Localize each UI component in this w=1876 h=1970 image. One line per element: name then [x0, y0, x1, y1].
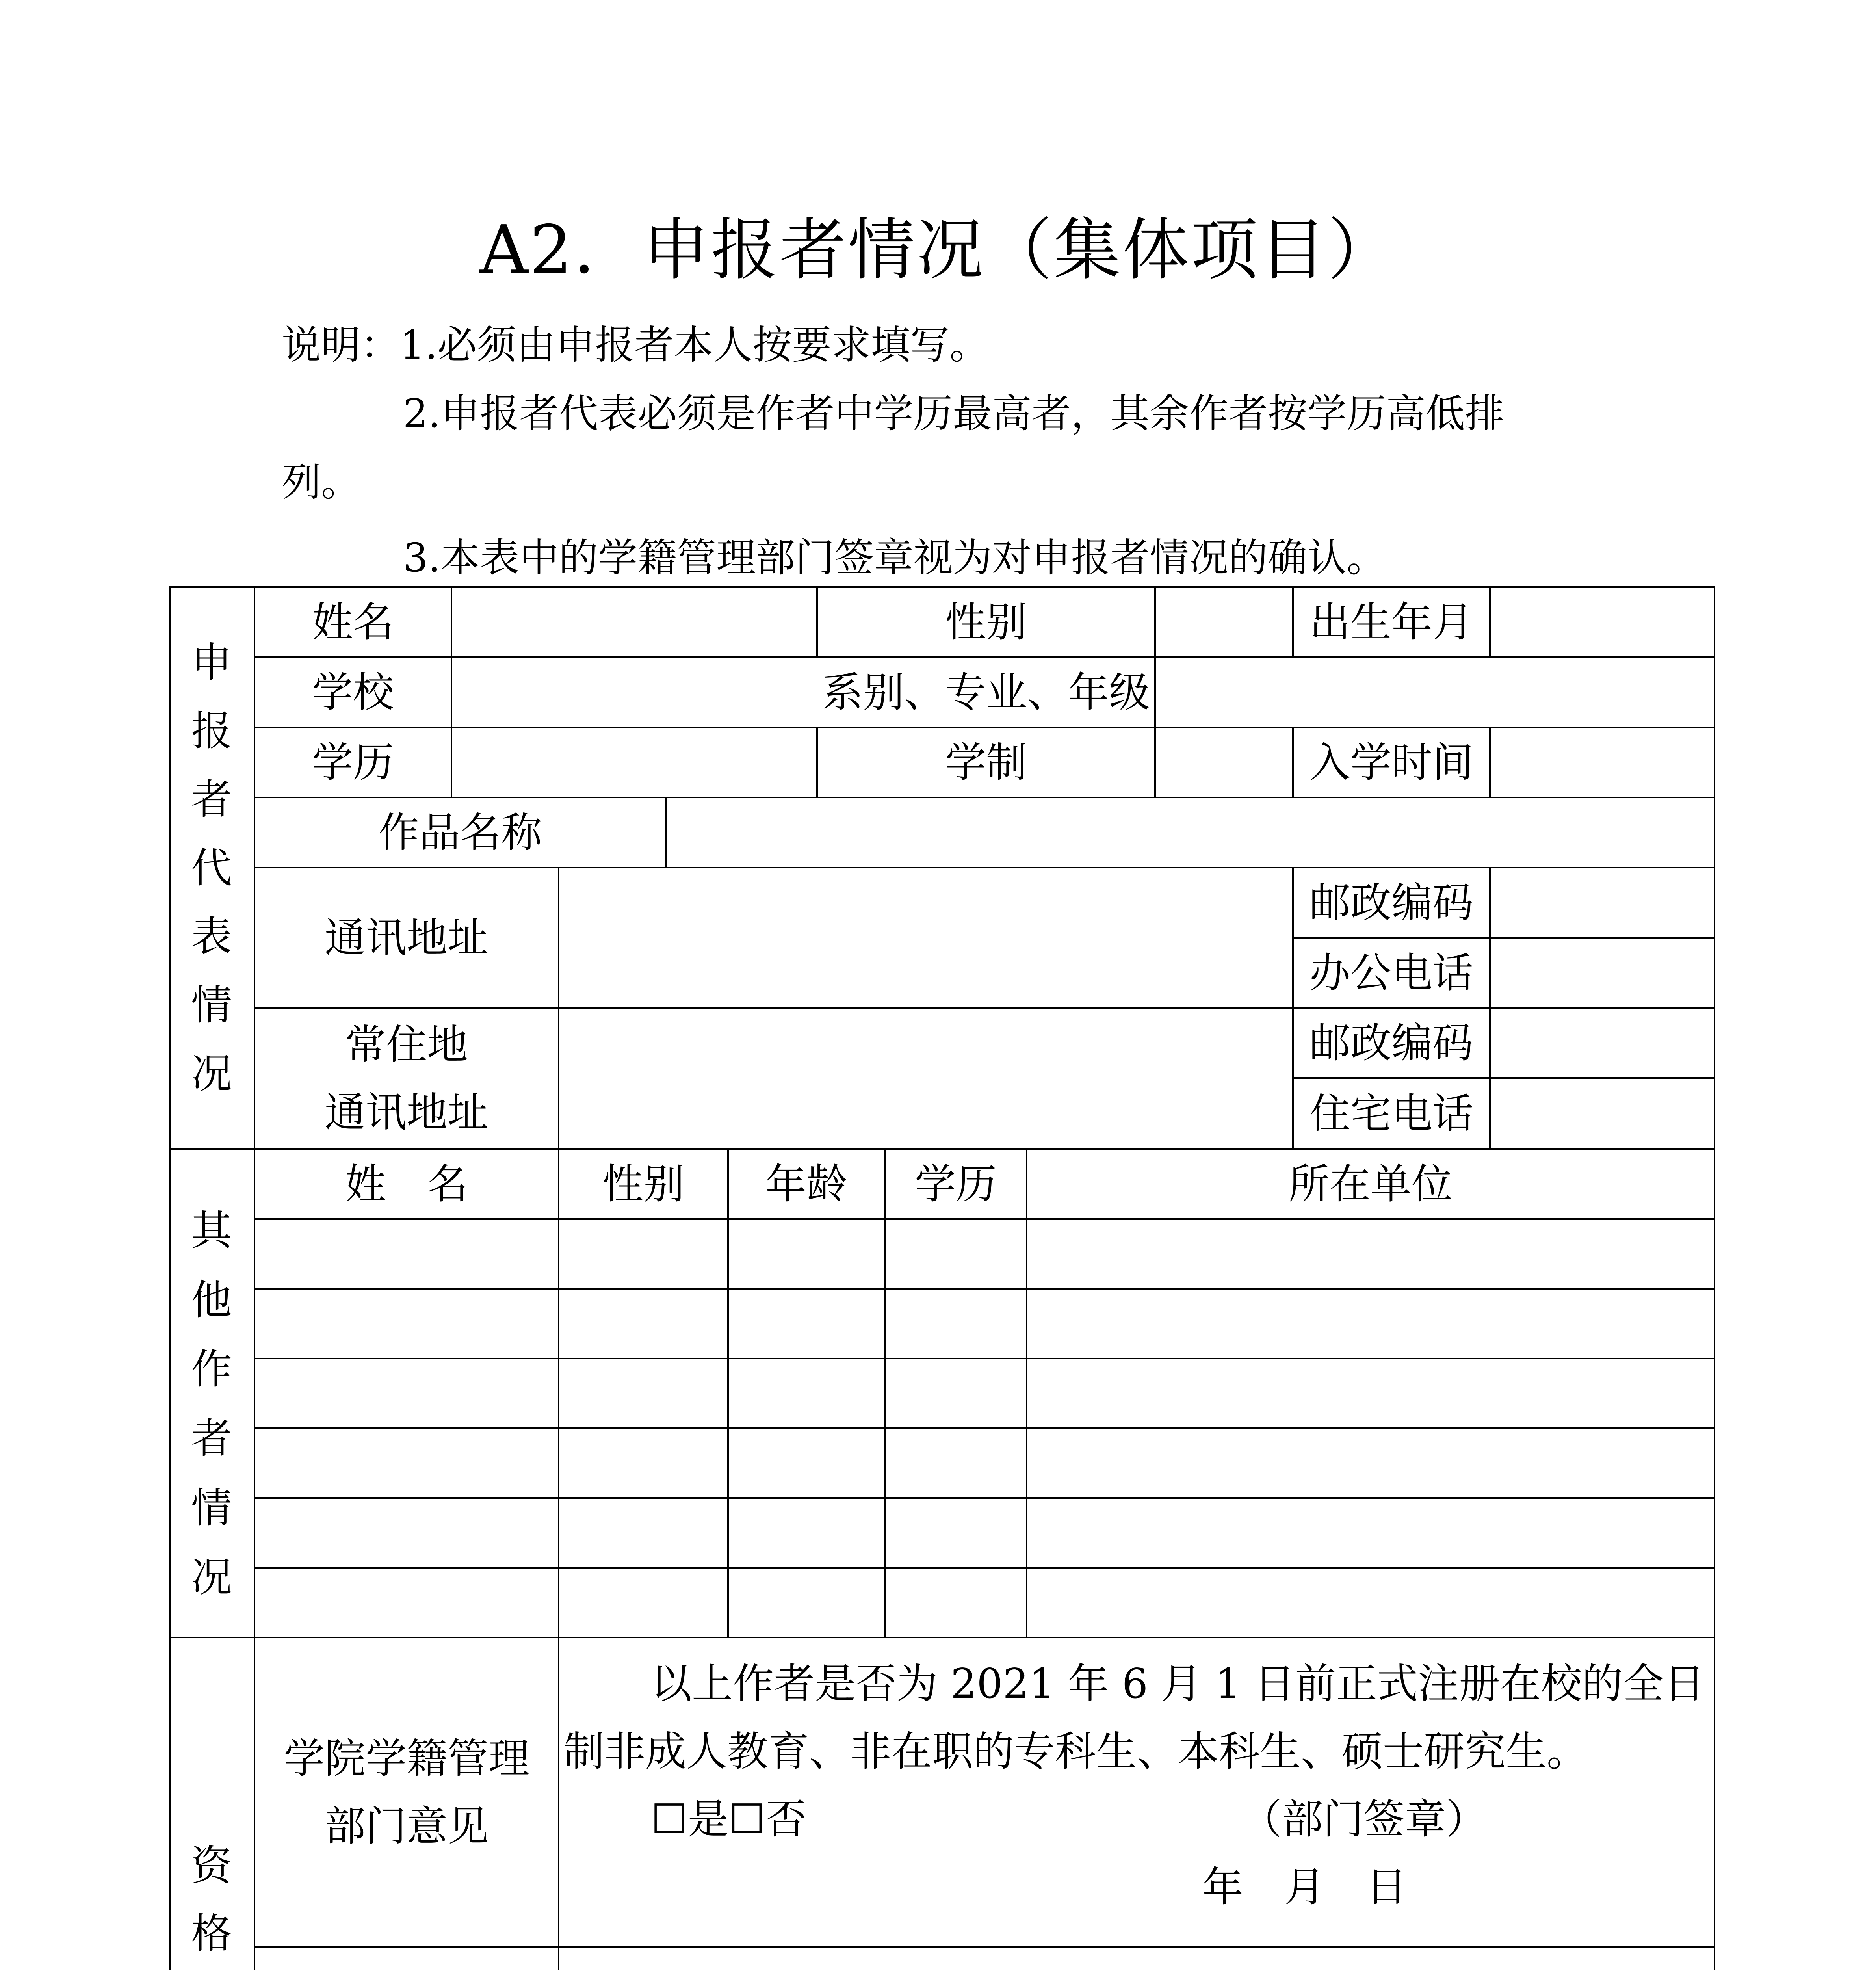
col-header-education: 学历 [914, 1160, 997, 1208]
college-yes-no-checkbox[interactable]: ☐是☐否 [651, 1795, 806, 1843]
department-field[interactable] [1156, 658, 1714, 727]
postcode-field[interactable] [1491, 868, 1714, 937]
permanent-address-field[interactable] [559, 1009, 1292, 1148]
home-phone-label: 住宅电话 [1309, 1089, 1473, 1137]
office-phone-field[interactable] [1491, 939, 1714, 1007]
col-header-name: 姓 名 [345, 1160, 468, 1208]
mailing-address-field[interactable] [559, 868, 1292, 1007]
table-row[interactable] [255, 1359, 1714, 1427]
table-row[interactable] [255, 1499, 1714, 1567]
table-row[interactable] [255, 1429, 1714, 1497]
education-field[interactable] [452, 728, 816, 797]
col-header-affiliation: 所在单位 [1288, 1160, 1453, 1208]
school-label: 学校 [312, 668, 394, 716]
education-label: 学历 [312, 738, 394, 786]
instruction-2: 2.申报者代表必须是作者中学历最高者，其余作者按学历高低排 [403, 390, 1505, 437]
birth-label: 出生年月 [1309, 598, 1473, 646]
name-field[interactable] [452, 588, 816, 656]
table-row[interactable] [255, 1290, 1714, 1358]
college-registry-label: 学院学籍管理 部门意见 [283, 1734, 529, 1850]
page-title: A2．申报者情况（集体项目） [479, 211, 1397, 289]
department-label: 系别、专业、年级 [822, 668, 1150, 716]
application-form [169, 586, 1715, 1970]
qualification-section-heading: 资 格 [191, 1842, 232, 1957]
school-field[interactable] [452, 658, 816, 727]
name-label: 姓名 [312, 598, 394, 646]
table-row[interactable] [255, 1569, 1714, 1637]
gender-label: 性别 [945, 598, 1027, 646]
postcode-field-2[interactable] [1491, 1009, 1714, 1077]
birth-field[interactable] [1491, 588, 1714, 656]
enrollment-date-field[interactable] [1491, 728, 1714, 797]
postcode-label: 邮政编码 [1309, 879, 1473, 927]
advisor-opinion-label [255, 1948, 558, 1970]
college-question-line-1: 以上作者是否为 2021 年 6 月 1 日前正式注册在校的全日 [651, 1660, 1705, 1708]
permanent-address-label: 常住地 通讯地址 [324, 1020, 489, 1136]
applicant-section-heading: 申 报 者 代 表 情 况 [191, 638, 232, 1098]
mailing-address-label: 通讯地址 [324, 914, 489, 962]
home-phone-field[interactable] [1491, 1079, 1714, 1148]
college-date: 年 月 日 [1202, 1863, 1408, 1911]
work-title-field[interactable] [667, 798, 1714, 867]
department-stamp: （部门签章） [1241, 1795, 1487, 1843]
instruction-1: 说明：1.必须由申报者本人按要求填写。 [282, 322, 989, 368]
instruction-3: 3.本表中的学籍管理部门签章视为对申报者情况的确认。 [403, 535, 1386, 581]
enrollment-date-label: 入学时间 [1309, 738, 1473, 786]
gender-field[interactable] [1156, 588, 1292, 656]
college-question-line-2: 制非成人教育、非在职的专科生、本科生、硕士研究生。 [563, 1727, 1588, 1775]
col-header-age: 年龄 [765, 1160, 847, 1208]
instruction-2-continued: 列。 [282, 459, 360, 505]
office-phone-label: 办公电话 [1309, 949, 1473, 997]
work-title-label: 作品名称 [378, 808, 542, 857]
postcode-label-2: 邮政编码 [1309, 1019, 1473, 1067]
program-length-field[interactable] [1156, 728, 1292, 797]
program-length-label: 学制 [945, 738, 1027, 786]
other-authors-section-heading: 其 他 作 者 情 况 [191, 1206, 232, 1601]
col-header-gender: 性别 [602, 1160, 684, 1208]
table-row[interactable] [255, 1220, 1714, 1288]
